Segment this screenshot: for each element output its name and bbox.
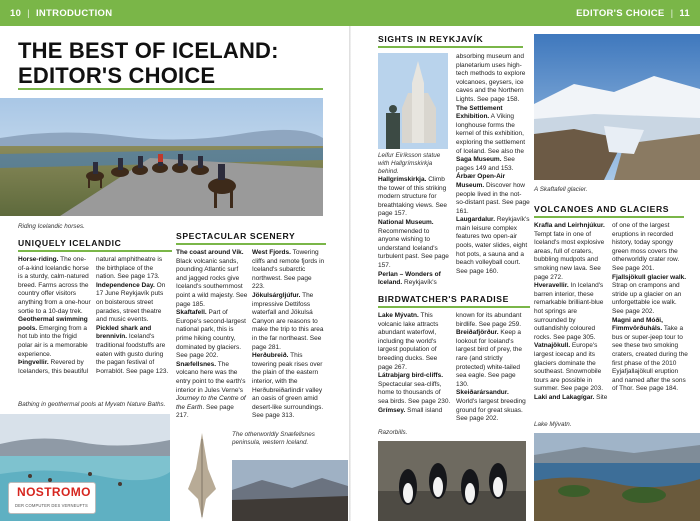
entry-title: Vatnajökull. (534, 342, 571, 350)
paragraph (456, 216, 530, 276)
volcanoes-column-2 (612, 222, 688, 418)
paragraph (252, 249, 326, 292)
entry-text: Take a bus or super-jeep tour to see these two smoking craters, created during the first phase of the 2010 Eyjafjallajökull eruption and named after the sons of Thor. See page 184. (612, 325, 688, 393)
entry-text: A Viking longhouse forms the kernel of this exhibition, exploring the settlement of Iceland. See also the (456, 113, 526, 155)
entry-text: See pages 149 and 153. (456, 156, 515, 172)
entry-title: Breiðafjörður. (456, 329, 499, 337)
section-heading-sights: SIGHTS IN REYKJAVÍK (378, 34, 523, 48)
logo-name: NOSTROMO (17, 485, 91, 499)
logo-tagline: DER COMPUTER DES VERNEUFTS (15, 503, 88, 508)
entry-title: Fjallsjökull glacier walk. (612, 273, 687, 281)
razorbills-photo (378, 441, 526, 521)
entry-text: Towering cliffs and remote fjords in Iceland's subarctic northwest. See page 223. (252, 249, 325, 291)
entry-title: Grímsey. (378, 406, 406, 414)
entry-title: National Museum. (378, 218, 434, 226)
horse-riding-caption: Riding Icelandic horses. (18, 223, 85, 230)
skaftafell-caption: A Skaftafell glacier. (534, 186, 588, 193)
leaf-graphic (176, 429, 228, 521)
paragraph (612, 317, 688, 394)
entry-text: Strap on crampons and stride up a glacier on an unforgettable ice walk. See page 202. (612, 282, 682, 315)
entry-text: Part of Europe's second-largest national park, this is prime hiking country, dominated by glaciers. See page 202. (176, 309, 246, 360)
entry-title: Lake Mývatn. (378, 312, 419, 319)
paragraph (176, 309, 248, 361)
entry-text: natural amphitheatre is the birthplace of the nation. See page 173. (96, 256, 163, 281)
hallgrimskirkja-photo (378, 53, 448, 149)
paragraph (378, 312, 452, 372)
header-separator: | (27, 7, 30, 19)
entry-title: Skeiðarársandur. (456, 389, 509, 397)
paragraph (378, 271, 452, 288)
paragraph (252, 292, 326, 352)
paragraph (456, 53, 530, 105)
paragraph (612, 222, 688, 274)
paragraph (456, 389, 530, 422)
paragraph (252, 352, 326, 421)
paragraph (96, 282, 172, 325)
entry-title: Hallgrímskirkja. (378, 176, 427, 183)
entry-text: Climb the tower of this striking modern structure for breathtaking views. See page 157. (378, 176, 448, 218)
entry-text: Small island (405, 406, 443, 414)
entry-text: Revered by Icelanders, this beautiful (18, 359, 89, 375)
entry-text: This towering peak rises over the plain of the eastern interior, with the Herðubreiðarlindir valley an oasis of green amid desert-like surroundings. See page 313. (252, 352, 324, 420)
leifur-caption: Leifur Eiríksson statue with Hallgrímskirkja behind. (378, 152, 441, 175)
paragraph (612, 274, 688, 317)
paragraph (456, 173, 530, 216)
section-heading-birdwatcher: BIRDWATCHER'S PARADISE (378, 294, 530, 308)
paragraph (534, 282, 608, 342)
paragraph (534, 342, 608, 394)
bird-column-2 (456, 312, 530, 422)
book-spine (349, 26, 351, 521)
paragraph (378, 219, 452, 271)
entry-title: Perlan – Wonders of Iceland. (378, 270, 441, 287)
right-page-number: 11 (679, 7, 690, 19)
header-separator: | (670, 7, 674, 19)
entry-title: Jökulsárgljúfur. (252, 291, 301, 299)
entry-title: Krafla and Leirhnjúkur. (534, 222, 605, 229)
entry-text: The one-of-a-kind Icelandic horse is a sturdy, calm-natured breed. Farms across the country offer visitors anything from a one-hour sortie to a 10-day trek. (18, 256, 91, 315)
entry-text: of one of the largest eruptions in recorded history, today spongy green moss covers the otherworldly crater row. See page 201. (612, 222, 680, 272)
unique-column-2 (96, 256, 172, 396)
entry-text: Black volcanic sands, pounding Atlantic surf and jagged rocks give Iceland's southernmost point a wild majesty. See page 185. (176, 257, 248, 308)
paragraph (534, 394, 608, 403)
entry-title: Þingvellir. (18, 359, 49, 367)
entry-text: The volcano here was the entry point to the earth's interior in Jules Verne's (176, 360, 246, 394)
entry-text: Tempt fate in one of Iceland's most explosive areas, full of craters, bubbling mudpots and smoking new lava. See page 272. (534, 230, 605, 281)
right-page-header (350, 0, 700, 26)
entry-text: Discover how people lived in the not-so-distant past. See page 161. (456, 181, 530, 215)
section-heading-unique: UNIQUELY ICELANDIC (18, 238, 172, 252)
snaefellsnes-photo (232, 460, 348, 521)
paragraph (18, 256, 92, 316)
entry-text: World's largest breeding ground for great skuas. See page 202. (456, 397, 526, 422)
paragraph (378, 176, 452, 219)
paragraph (176, 361, 248, 421)
razorbills-caption: Razorbills. (378, 429, 408, 436)
left-page-header (0, 0, 350, 26)
sights-column-right (456, 53, 530, 285)
entry-text: Spectacular sea-cliffs, home to thousands of sea birds. See page 230. (378, 380, 451, 405)
sights-column-left (378, 176, 452, 288)
entry-title: Látrabjarg bird-cliffs. (378, 372, 444, 380)
left-page-number: 10 (10, 7, 22, 19)
entry-title: Laki and Lakagígar. (534, 393, 595, 401)
entry-text: In Iceland's barren interior, these remarkable brilliant-blue hot springs are surrounded by outlandishly coloured rocks. See page 305. (534, 282, 604, 341)
paragraph (456, 329, 530, 389)
entry-text: Recommended to anyone wishing to understand Iceland's turbulent past. See page 157. (378, 227, 449, 269)
section-heading-volcanoes: VOLCANOES AND GLACIERS (534, 204, 684, 218)
entry-title: Saga Museum. (456, 156, 502, 164)
entry-title: Snæfellsnes. (176, 360, 217, 368)
paragraph (378, 372, 452, 406)
myvatn-baths-caption: Bathing in geothermal pools at Myvatn Nature Baths. (18, 401, 166, 408)
entry-title: Magni and Móði, Fimmvörðuháls. (612, 316, 663, 333)
entry-title: Hveravellir. (534, 282, 569, 290)
entry-title: Laugardalur. (456, 216, 496, 224)
unique-column-1 (18, 256, 92, 396)
page-title (18, 38, 328, 88)
left-section-title: INTRODUCTION (35, 7, 113, 19)
paragraph (96, 256, 172, 282)
entry-text: known for its abundant birdlife. See page 259. (456, 312, 522, 328)
paragraph (378, 407, 452, 416)
entry-text: The impressive Dettifoss waterfall and Jökulsá Canyon are reasons to make the trip to this area in the far northeast. See page 281. (252, 291, 324, 351)
entry-title: Árbær Open-Air Museum. (456, 173, 506, 189)
nostromo-logo (8, 482, 96, 514)
title-line-1: THE BEST OF ICELAND: (18, 38, 279, 63)
entry-text: Site (594, 393, 608, 401)
paragraph (456, 156, 530, 173)
paragraph (456, 105, 530, 157)
entry-title: Herðubreið. (252, 352, 289, 360)
entry-text: Iceland's traditional foodstuffs are eaten with gusto during the pagan festival of Þorrablót. See page 123. (96, 333, 169, 375)
title-underline (18, 88, 323, 90)
entry-title: Horse-riding. (18, 256, 59, 263)
scenery-column-1 (176, 249, 248, 429)
entry-title: The coast around Vík. (176, 249, 244, 256)
right-section-title: EDITOR'S CHOICE (576, 7, 665, 19)
skaftafell-glacier-photo (534, 34, 700, 180)
entry-italic: Journey to the Centre of the Earth (176, 395, 246, 411)
entry-text: . See page 217. (176, 403, 234, 420)
paragraph (18, 316, 92, 359)
entry-title: Independence Day. (96, 281, 155, 289)
title-line-2: EDITOR'S CHOICE (18, 63, 216, 88)
lake-myvatn-photo (534, 433, 700, 521)
entry-text: Reykjavík's (402, 279, 437, 287)
scenery-column-2 (252, 249, 326, 429)
paragraph (534, 222, 608, 282)
paragraph (456, 312, 530, 329)
horse-riding-photo (0, 98, 323, 216)
entry-title: Geothermal swimming pools. (18, 316, 88, 332)
bird-column-1 (378, 312, 452, 422)
entry-title: Skaftafell. (176, 309, 207, 317)
paragraph (176, 249, 248, 309)
entry-text: This volcanic lake attracts abundant waterfowl, including the world's largest population of breeding ducks. See page 267. (378, 312, 439, 371)
entry-text: On 17 June Reykjavík puts on boisterous street parades, street theatre and music events. (96, 281, 166, 324)
entry-text: absorbing museum and planetarium uses high-tech methods to explore volcanoes, geysers, ice caves and the Northern Lights. See page 158. (456, 53, 526, 103)
entry-text: Keep a lookout for Iceland's largest bird of prey, the rare (and strictly protected) white-tailed sea eagle. See page 130. (456, 329, 522, 388)
entry-title: The Settlement Exhibition. (456, 104, 503, 121)
entry-text: Reykjavík's main leisure complex features two open-air pools, water slides, eight hot pots, a sauna and a beach volleyball court. See page 160. (456, 216, 530, 275)
paragraph (96, 325, 172, 377)
lake-myvatn-caption: Lake Mývatn. (534, 421, 572, 428)
paragraph (18, 359, 92, 376)
entry-text: Europe's largest icecap and its glaciers dominate the southeast. Snowmobile tours are possible in summer. See page 203. (534, 342, 604, 393)
entry-text: Emerging from a hot tub into the frigid polar air is a memorable experience. (18, 324, 88, 358)
section-heading-scenery: SPECTACULAR SCENERY (176, 231, 326, 245)
snaefellsnes-caption: The otherworldly Snæfellsnes peninsula, western Iceland. (232, 431, 315, 446)
volcanoes-column-1 (534, 222, 608, 418)
entry-title: Pickled shark and brennivín. (96, 324, 152, 341)
entry-title: West Fjords. (252, 249, 291, 256)
